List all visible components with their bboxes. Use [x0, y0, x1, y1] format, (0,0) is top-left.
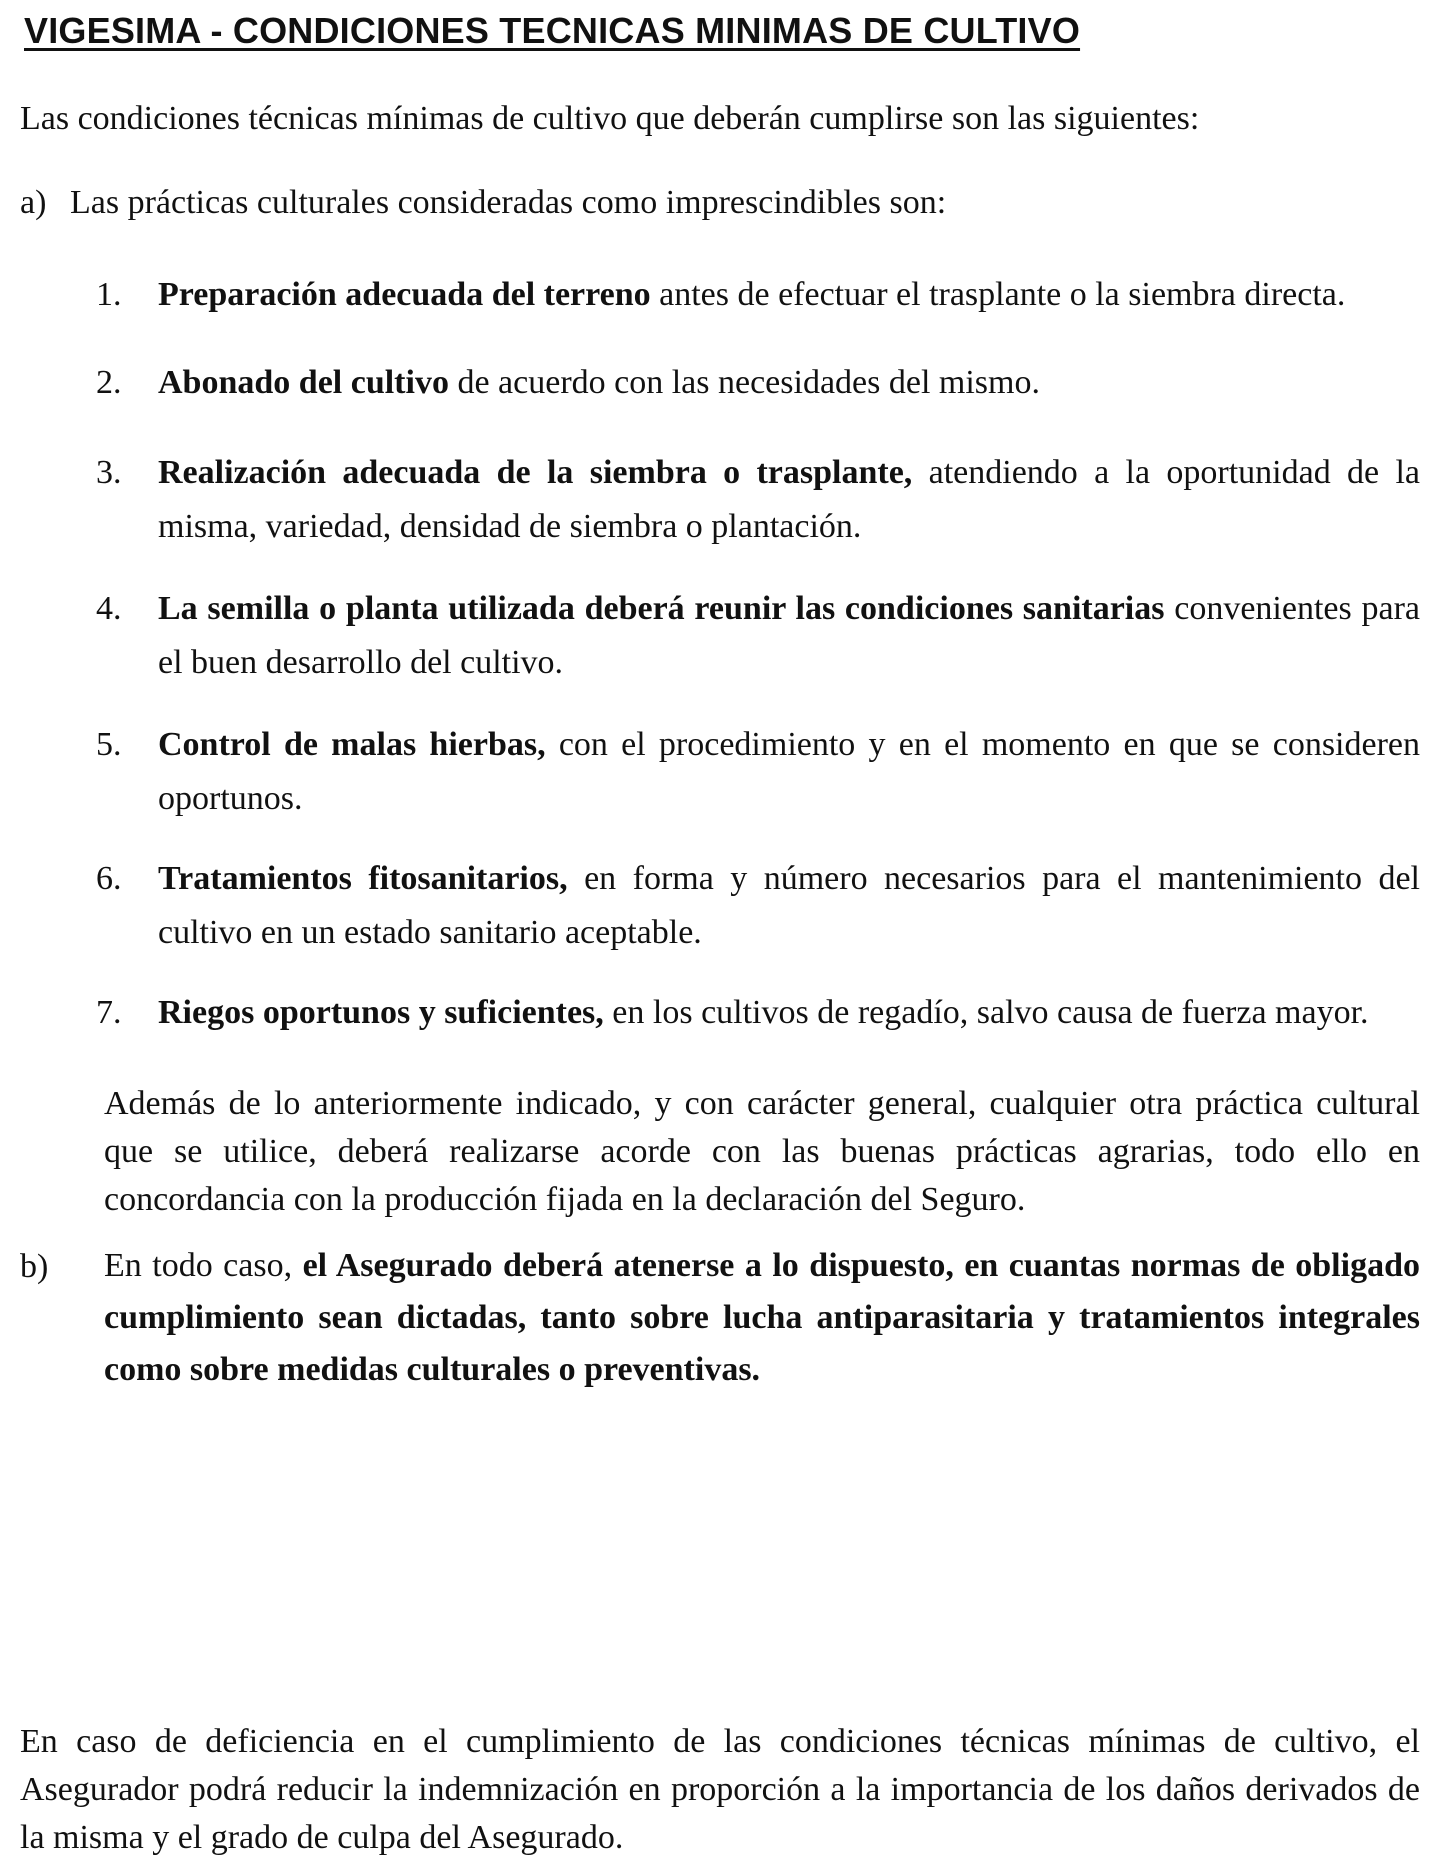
list-item-bold: Control de malas hierbas,	[158, 726, 546, 763]
section-b-bold: el Asegurado deberá atenerse a lo dispuesto, en cuantas normas de obligado cumplimiento sean dictadas, tanto sobre lucha antiparasitaria y tratamientos integrales como sobre medidas culturales o preventivas.	[104, 1247, 1420, 1388]
list-item	[96, 718, 1420, 826]
list-item-number: 1.	[96, 276, 122, 313]
list-item	[96, 852, 1420, 960]
list-item	[96, 582, 1420, 690]
list-item-text: de acuerdo con las necesidades del mismo.	[448, 364, 1040, 401]
section-a-marker: a)	[20, 184, 47, 221]
list-item-text: en forma y número necesarios para el mantenimiento del cultivo en un estado sanitario aceptable.	[158, 860, 1420, 951]
list-item-number: 6.	[96, 860, 122, 897]
list-item-bold: Preparación adecuada del terreno	[158, 276, 651, 313]
list-item-bold: Abonado del cultivo	[158, 364, 449, 401]
list-item-bold: Tratamientos fitosanitarios,	[158, 860, 568, 897]
section-a-note: Además de lo anteriormente indicado, y con carácter general, cualquier otra práctica cultural que se utilice, deberá realizarse acorde con las buenas prácticas agrarias, todo ello en concordancia con la producción fijada en la declaración del Seguro.	[104, 1085, 1420, 1218]
list-item-number: 2.	[96, 364, 122, 401]
list-item-number: 4.	[96, 590, 122, 627]
list-item-body	[158, 986, 1420, 1040]
list-item-number: 3.	[96, 454, 122, 491]
closing-paragraph: En caso de deficiencia en el cumplimiento de las condiciones técnicas mínimas de cultivo, el Asegurador podrá reducir la indemnización en proporción a la importancia de los daños derivados de la misma y el grado de culpa del Asegurado.	[20, 1723, 1420, 1856]
list-item-number: 5.	[96, 726, 122, 763]
section-heading: VIGESIMA - CONDICIONES TECNICAS MINIMAS DE CULTIVO	[24, 10, 1081, 51]
section-b-marker: b)	[20, 1248, 49, 1285]
intro-paragraph: Las condiciones técnicas mínimas de cultivo que deberán cumplirse son las siguientes:	[20, 100, 1200, 137]
section-b-lead: En todo caso,	[104, 1247, 303, 1284]
list-item-body	[158, 582, 1420, 690]
list-item	[96, 356, 1420, 410]
section-a-text: Las prácticas culturales consideradas como imprescindibles son:	[70, 184, 947, 221]
list-item-bold: La semilla o planta utilizada deberá reunir las condiciones sanitarias	[158, 590, 1165, 627]
list-item-text: en los cultivos de regadío, salvo causa de fuerza mayor.	[603, 994, 1369, 1031]
list-item-body	[158, 718, 1420, 826]
list-item	[96, 986, 1420, 1040]
list-item-bold: Realización adecuada de la siembra o trasplante,	[158, 454, 913, 491]
list-item-text: atendiendo a la oportunidad de la misma, variedad, densidad de siembra o plantación.	[158, 454, 1421, 545]
list-item	[96, 268, 1420, 322]
list-item-text: convenientes para el buen desarrollo del cultivo.	[158, 590, 1420, 681]
list-item-body	[158, 852, 1420, 960]
list-item-text: con el procedimiento y en el momento en que se consideren oportunos.	[158, 726, 1421, 817]
section-b-text	[104, 1240, 1420, 1396]
document-page	[20, 0, 1420, 1868]
list-item-bold: Riegos oportunos y suficientes,	[158, 994, 604, 1031]
list-item-body	[158, 356, 1420, 410]
list-item-number: 7.	[96, 994, 122, 1031]
list-item-text: antes de efectuar el trasplante o la siembra directa.	[650, 276, 1346, 313]
list-item-body	[158, 268, 1420, 322]
list-item	[96, 446, 1420, 554]
list-item-body	[158, 446, 1420, 554]
